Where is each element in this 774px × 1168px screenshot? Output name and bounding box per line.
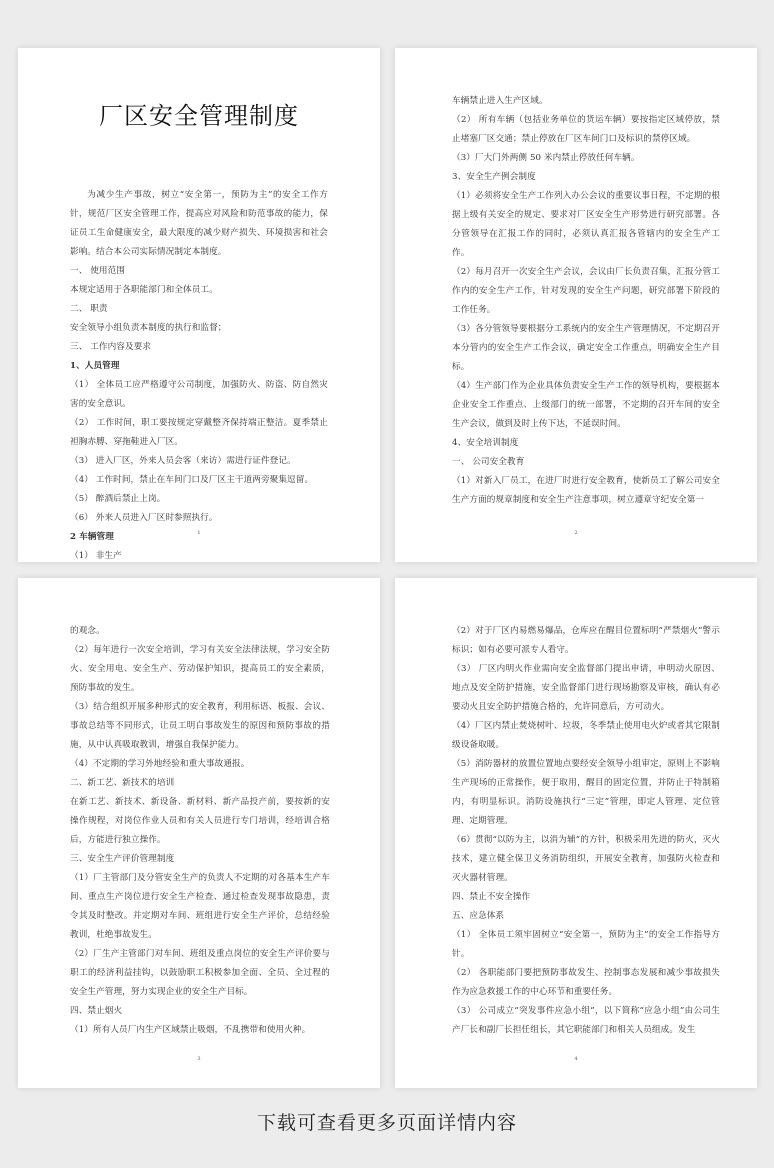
section-heading: 三、安全生产评价管理制度 bbox=[70, 854, 175, 864]
subsection-heading: 2 车辆管理 bbox=[70, 532, 114, 542]
list-item: （1）所有人员厂内生产区域禁止吸烟，不乱携带和使用火种。 bbox=[70, 1025, 311, 1035]
list-item: （3）厂大门外两侧 50 米内禁止停放任何车辆。 bbox=[452, 153, 640, 163]
list-item: （2） 各职能部门要把预防事故发生、控制事态发展和减少事故损失作为应急救援工作的中心环节和重要任务。 bbox=[452, 968, 720, 997]
list-item: （2）对于厂区内易燃易爆品，仓库应在醒目位置标明“严禁烟火”警示标识；如有必要可派专人看守。 bbox=[452, 626, 720, 655]
list-item: （1）必须将安全生产工作列入办公会议的重要议事日程，不定期的根据上级有关安全的规定、要求对厂区安全生产形势进行研究部署。各分管领导在汇报工作的同时，必须认真汇报各管辖内的安全生产工作。 bbox=[452, 191, 720, 258]
document-page-4 bbox=[395, 578, 757, 1088]
list-item: （2）厂生产主管部门对车间、班组及重点岗位的安全生产评价要与职工的经济利益挂钩，以鼓励职工积极参加全面、全员、全过程的安全生产管理，努力实现企业的安全生产目标。 bbox=[70, 949, 330, 997]
paragraph: 的观念。 bbox=[70, 626, 105, 636]
list-item: （3）各分管领导要根据分工系统内的安全生产管理情况，不定期召开本分管内的安全生产工作会议，确定安全工作重点，明确安全生产目标。 bbox=[452, 324, 720, 372]
section-heading: 一、 使用范围 bbox=[70, 266, 125, 276]
list-item: （2）每月召开一次安全生产会议，会议由厂长负责召集，汇报分管工作内的安全生产工作，针对发现的安全生产问题，研究部署下阶段的工作任务。 bbox=[452, 267, 720, 315]
paragraph: 为减少生产事故，树立“安全第一，预防为主”的安全工作方针，规范厂区安全管理工作，提高应对风险和防范事故的能力，保证员工生命健康安全，最大限度的减少财产损失、环境损害和社会影响。结合本公司实际情况制定本制度。 bbox=[70, 190, 328, 257]
paragraph: 车辆禁止进入生产区域。 bbox=[452, 96, 548, 106]
section-heading: 四、禁止烟火 bbox=[70, 1006, 123, 1016]
page-1-content bbox=[70, 186, 328, 562]
list-item: （4）不定期的学习外地经验和重大事故通报。 bbox=[70, 759, 250, 769]
subsection-heading: 4、安全培训制度 bbox=[452, 438, 519, 448]
section-heading: 二、 职责 bbox=[70, 304, 108, 314]
page-4-content bbox=[452, 622, 720, 1040]
list-item: （3）结合组织开展多种形式的安全教育，利用标语、板报、会议、事故总结等不同形式，让员工明白事故发生的原因和预防事故的措施，从中认真吸取教训，增强自我保护能力。 bbox=[70, 702, 330, 750]
section-heading: 一、 公司安全教育 bbox=[452, 457, 525, 467]
list-item: （1） 全体员工应严格遵守公司制度，加强防火、防盗、防自然灾害的安全意识。 bbox=[70, 380, 328, 409]
section-heading: 二、新工艺、新技术的培训 bbox=[70, 778, 175, 788]
list-item: （3） 厂区内明火作业需向安全监督部门提出申请，申明动火原因、地点及安全防护措施，安全监督部门进行现场勘察及审核，确认有必要动火且安全防护措施合格的，允许同意后，方可动火。 bbox=[452, 664, 720, 712]
download-hint-text: 下载可查看更多页面详情内容 bbox=[256, 1112, 517, 1134]
page-number: 2 bbox=[574, 530, 578, 536]
document-page-2 bbox=[395, 48, 757, 562]
list-item: （1） 全体员工须牢固树立“安全第一，预防为主”的安全工作指导方针。 bbox=[452, 930, 720, 959]
subsection-heading: 1、人员管理 bbox=[70, 361, 120, 371]
document-page-1 bbox=[18, 48, 380, 562]
list-item: （1）对新入厂员工，在进厂时进行安全教育，使新员工了解公司安全生产方面的规章制度和安全生产注意事项，树立遵章守纪安全第一 bbox=[452, 476, 720, 505]
list-item: （2） 工作时间，职工要按规定穿戴整齐保持端正整洁。夏季禁止袒胸赤膊、穿拖鞋进入厂区。 bbox=[70, 418, 328, 447]
paragraph: 安全领导小组负责本制度的执行和监督； bbox=[70, 323, 227, 333]
paragraph: 在新工艺、新技术、新设备、新材料、新产品投产前，要按新的安操作规程，对岗位作业人员和有关人员进行专门培训，经培训合格后，方能进行独立操作。 bbox=[70, 797, 330, 845]
list-item: （1） 非生产 bbox=[70, 551, 122, 561]
page-2-content bbox=[452, 92, 720, 510]
section-heading: 五、应急体系 bbox=[452, 911, 505, 921]
list-item: （5） 醉酒后禁止上岗。 bbox=[70, 494, 166, 504]
list-item: （1）厂主管部门及分管安全生产的负责人不定期的对各基本生产车间、重点生产岗位进行安全生产检查、通过检查发现事故隐患，责令其及时整改。并定期对车间、班组进行安全生产评价，总结经验教训，杜绝事故发生。 bbox=[70, 873, 330, 940]
section-heading: 四、禁止不安全操作 bbox=[452, 892, 531, 902]
paragraph: 本规定适用于各职能部门和全体员工。 bbox=[70, 285, 218, 295]
page-number: 3 bbox=[197, 1056, 201, 1062]
list-item: （2）每年进行一次安全培训，学习有关安全法律法规，学习安全防火、安全用电、安全生产、劳动保护知识，提高员工的安全素质，预防事故的发生。 bbox=[70, 645, 330, 693]
page-number: 4 bbox=[574, 1056, 578, 1062]
list-item: （3） 进入厂区，外来人员会客（来访）需进行证件登记。 bbox=[70, 456, 296, 466]
list-item: （3） 公司成立“突发事件应急小组”，以下简称“应急小组”由公司生产厂长和副厂长担任组长，其它职能部门和相关人员组成。发生 bbox=[452, 1006, 720, 1035]
list-item: （6）贯彻“以防为主，以消为辅”的方针，积极采用先进的防火，灭火技术，建立健全保卫义务消防组织，开展安全教育，加强防火检查和灭火器材管理。 bbox=[452, 835, 720, 883]
list-item: （4）生产部门作为企业具体负责安全生产工作的领导机构，要根据本企业安全工作重点、上级部门的统一部署，不定期的召开车间的安全生产会议，做到及时上传下达，不延误时间。 bbox=[452, 381, 720, 429]
page-3-content bbox=[70, 622, 330, 1040]
page-number: 1 bbox=[197, 530, 201, 536]
list-item: （4）厂区内禁止焚烧树叶、垃圾，冬季禁止使用电火炉或者其它限制级设备取暖。 bbox=[452, 721, 720, 750]
section-heading: 三、 工作内容及要求 bbox=[70, 342, 152, 352]
list-item: （6） 外来人员进入厂区时参照执行。 bbox=[70, 513, 218, 523]
subsection-heading: 3、安全生产例会制度 bbox=[452, 172, 536, 182]
document-page-3 bbox=[18, 578, 380, 1088]
list-item: （2） 所有车辆（包括业务单位的货运车辆）要按指定区域停放，禁止堵塞厂区交通；禁止停放在厂区车间门口及标识的禁停区域。 bbox=[452, 115, 720, 144]
list-item: （5）消防器材的放置位置地点要经安全领导小组审定，原则上不影响生产现场的正常操作，便于取用，醒目的固定位置，并防止于特制箱内，有明显标识。消防设施执行“三定”管理，即定人管理、定位管理、定期管理。 bbox=[452, 759, 720, 826]
list-item: （4） 工作时间，禁止在车间门口及厂区主干道两旁聚集逗留。 bbox=[70, 475, 314, 485]
document-title: 厂区安全管理制度 bbox=[99, 102, 299, 130]
